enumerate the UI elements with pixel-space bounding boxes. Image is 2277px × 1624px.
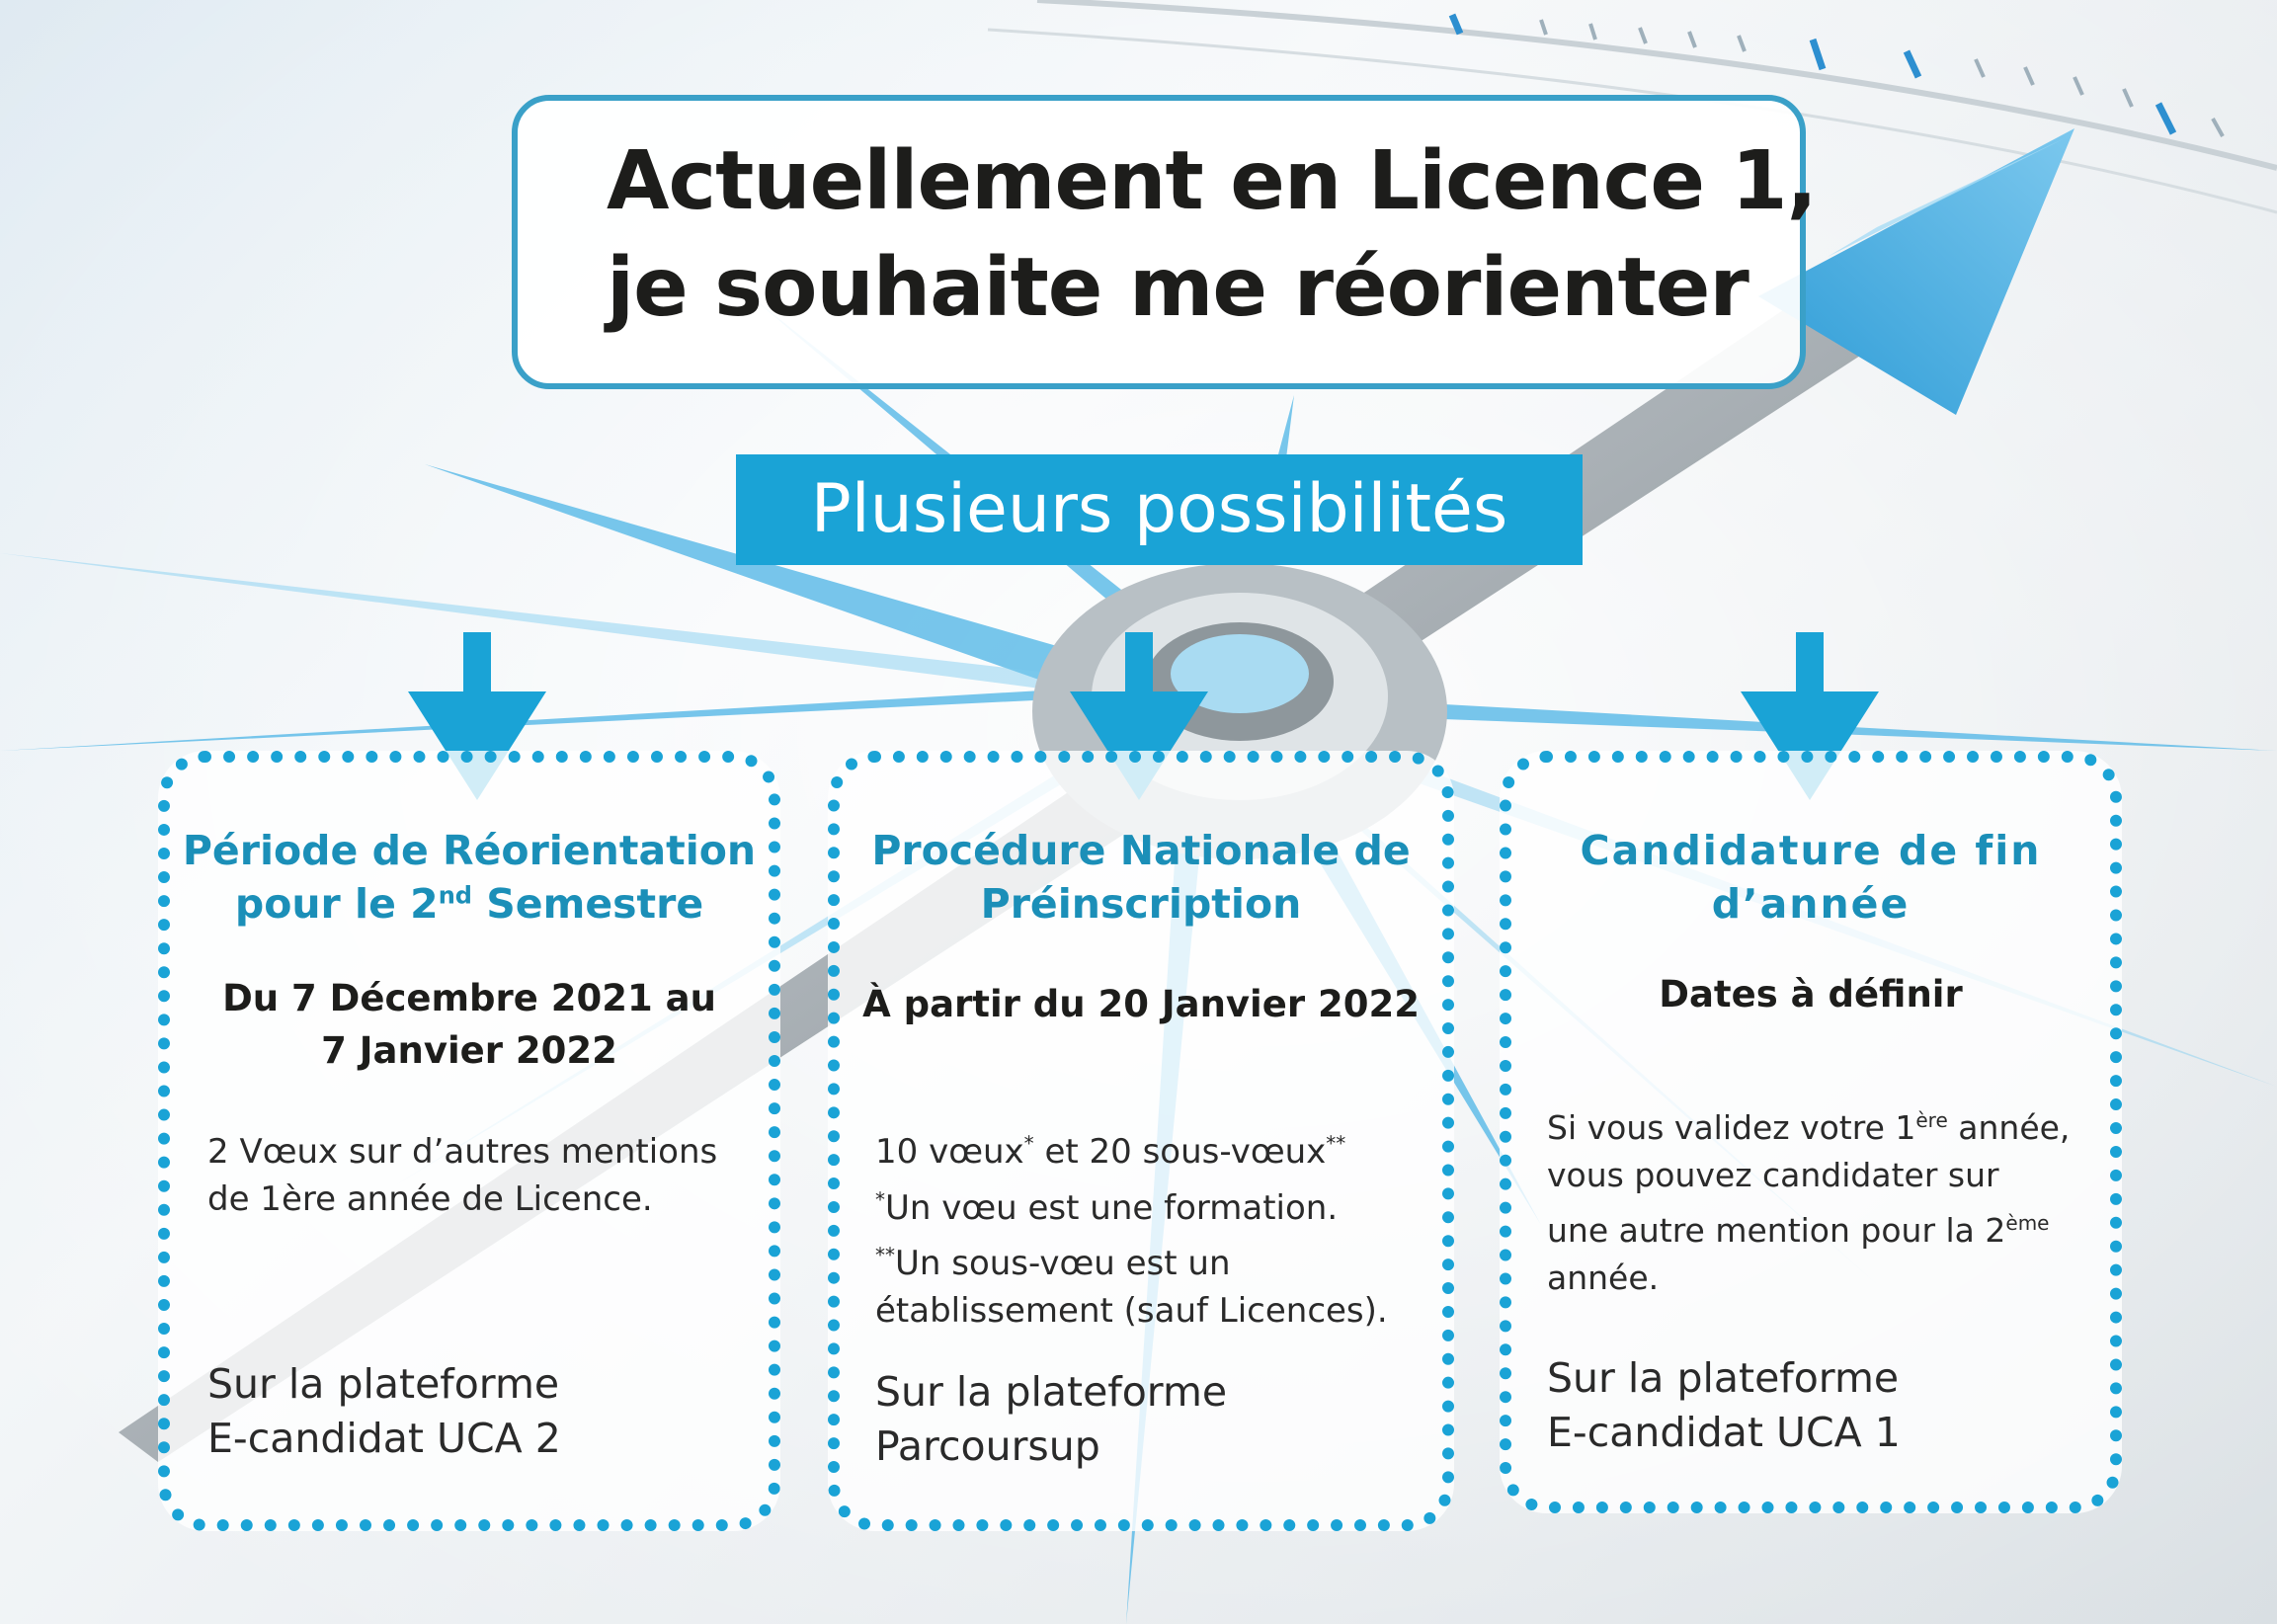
card-title-line1: Période de Réorientation [182, 827, 757, 874]
card-platform-line1: Sur la plateforme [207, 1360, 560, 1408]
card-body-line4: établissement (sauf Licences). [875, 1290, 1388, 1331]
card-platform-line2: E-candidat UCA 1 [1547, 1409, 1901, 1456]
card-body-line2: de 1ère année de Licence. [207, 1179, 653, 1219]
card-platform-line2: Parcoursup [875, 1422, 1100, 1470]
card-date-line1: À partir du 20 Janvier 2022 [862, 983, 1420, 1025]
card-title-line1: Procédure Nationale de [871, 827, 1411, 874]
card-body-line4: année. [1547, 1259, 1660, 1297]
card-body-line1: Si vous validez votre 1ère année, [1547, 1108, 2071, 1147]
card-title-line1: Candidature de fin [1580, 827, 2042, 874]
card-title-line2: d’année [1711, 880, 1911, 928]
page-title-line2: je souhaite me réorienter [607, 241, 1748, 335]
title-box [512, 95, 1817, 389]
card-date [840, 978, 1442, 1030]
card-body-line2: *Un vœu est une formation. [875, 1187, 1339, 1228]
card-platform-line2: E-candidat UCA 2 [207, 1415, 561, 1462]
card-platform [1547, 1351, 1901, 1460]
page-title-line1: Actuellement en Licence 1, [607, 134, 1817, 228]
card-platform-line1: Sur la plateforme [1547, 1354, 1900, 1402]
card-date-line1: Dates à définir [1659, 973, 1963, 1015]
possibilities-banner: Plusieurs possibilités [736, 454, 1583, 565]
card-title-line2: Préinscription [980, 880, 1302, 928]
card-body-line3: une autre mention pour la 2ème [1547, 1211, 2050, 1250]
card-title [840, 824, 1442, 931]
card-title-line2: pour le 2nd Semestre [234, 880, 704, 928]
card-fin-annee [1500, 751, 2122, 1513]
card-body-line1: 10 vœux* et 20 sous-vœux** [875, 1132, 1346, 1173]
card-title [170, 824, 769, 931]
card-platform [207, 1357, 561, 1466]
card-date-line2: 7 Janvier 2022 [321, 1029, 617, 1072]
card-platform-line1: Sur la plateforme [875, 1368, 1228, 1416]
card-body [1547, 1096, 2070, 1302]
card-body-line2: vous pouvez candidater sur [1547, 1156, 1999, 1194]
card-body [875, 1120, 1388, 1335]
card-body [207, 1128, 717, 1223]
card-date [1511, 968, 2110, 1020]
card-body-line1: 2 Vœux sur d’autres mentions [207, 1132, 718, 1172]
card-title [1511, 824, 2110, 931]
card-parcoursup [828, 751, 1454, 1531]
card-reorientation [158, 751, 780, 1531]
card-platform [875, 1365, 1227, 1474]
card-date [170, 972, 769, 1077]
card-body-line3: **Un sous-vœu est un [875, 1243, 1231, 1283]
card-date-line1: Du 7 Décembre 2021 au [222, 977, 716, 1019]
